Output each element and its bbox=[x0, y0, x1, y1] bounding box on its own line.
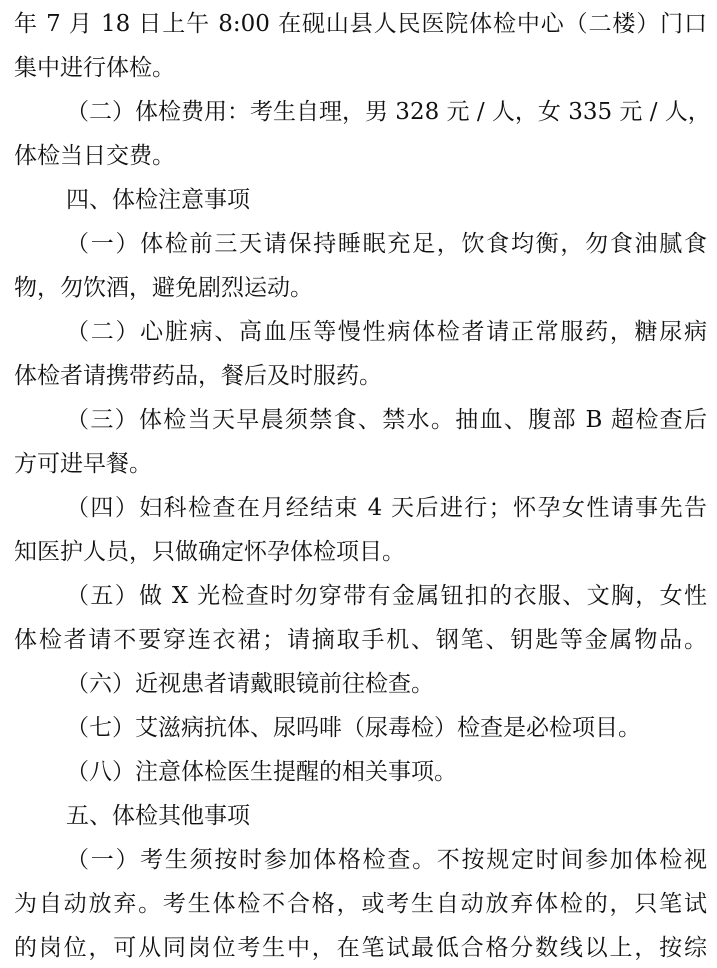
text-line: （八）注意体检医生提醒的相关事项。 bbox=[66, 759, 457, 785]
text-line: 年 7 月 18 日上午 8:00 在砚山县人民医院体检中心（二楼）门口 bbox=[14, 11, 707, 37]
text-line: 体检者请不要穿连衣裙；请摘取手机、钢笔、钥匙等金属物品。 bbox=[14, 627, 707, 653]
section-heading: 四、体检注意事项 bbox=[66, 187, 250, 213]
text-line: 体检者请携带药品，餐后及时服药。 bbox=[14, 363, 382, 389]
text-line: 方可进早餐。 bbox=[14, 451, 152, 477]
text-line: （一）考生须按时参加体格检查。不按规定时间参加体检视 bbox=[66, 847, 707, 873]
text-line: 集中进行体检。 bbox=[14, 55, 175, 81]
text-line: 知医护人员，只做确定怀孕体检项目。 bbox=[14, 539, 405, 565]
text-line: （二）心脏病、高血压等慢性病体检者请正常服药，糖尿病 bbox=[66, 319, 707, 345]
text-line: （三）体检当天早晨须禁食、禁水。抽血、腹部 B 超检查后 bbox=[66, 407, 707, 433]
text-line: （五）做 X 光检查时勿穿带有金属钮扣的衣服、文胸，女性 bbox=[66, 583, 707, 609]
text-line: （六）近视患者请戴眼镜前往检查。 bbox=[66, 671, 434, 697]
text-line: 物，勿饮酒，避免剧烈运动。 bbox=[14, 275, 313, 301]
text-line: 体检当日交费。 bbox=[14, 143, 175, 169]
section-heading: 五、体检其他事项 bbox=[66, 803, 250, 829]
text-line: 为自动放弃。考生体检不合格，或考生自动放弃体检的，只笔试 bbox=[14, 891, 707, 917]
text-line: （二）体检费用：考生自理，男 328 元 / 人，女 335 元 / 人， bbox=[66, 99, 711, 125]
text-line: （七）艾滋病抗体、尿吗啡（尿毒检）检查是必检项目。 bbox=[66, 715, 641, 741]
text-line: （一）体检前三天请保持睡眠充足，饮食均衡，勿食油腻食 bbox=[66, 231, 707, 257]
text-line: 的岗位，可从同岗位考生中，在笔试最低合格分数线以上，按综 bbox=[14, 935, 707, 961]
text-line: （四）妇科检查在月经结束 4 天后进行；怀孕女性请事先告 bbox=[66, 495, 707, 521]
